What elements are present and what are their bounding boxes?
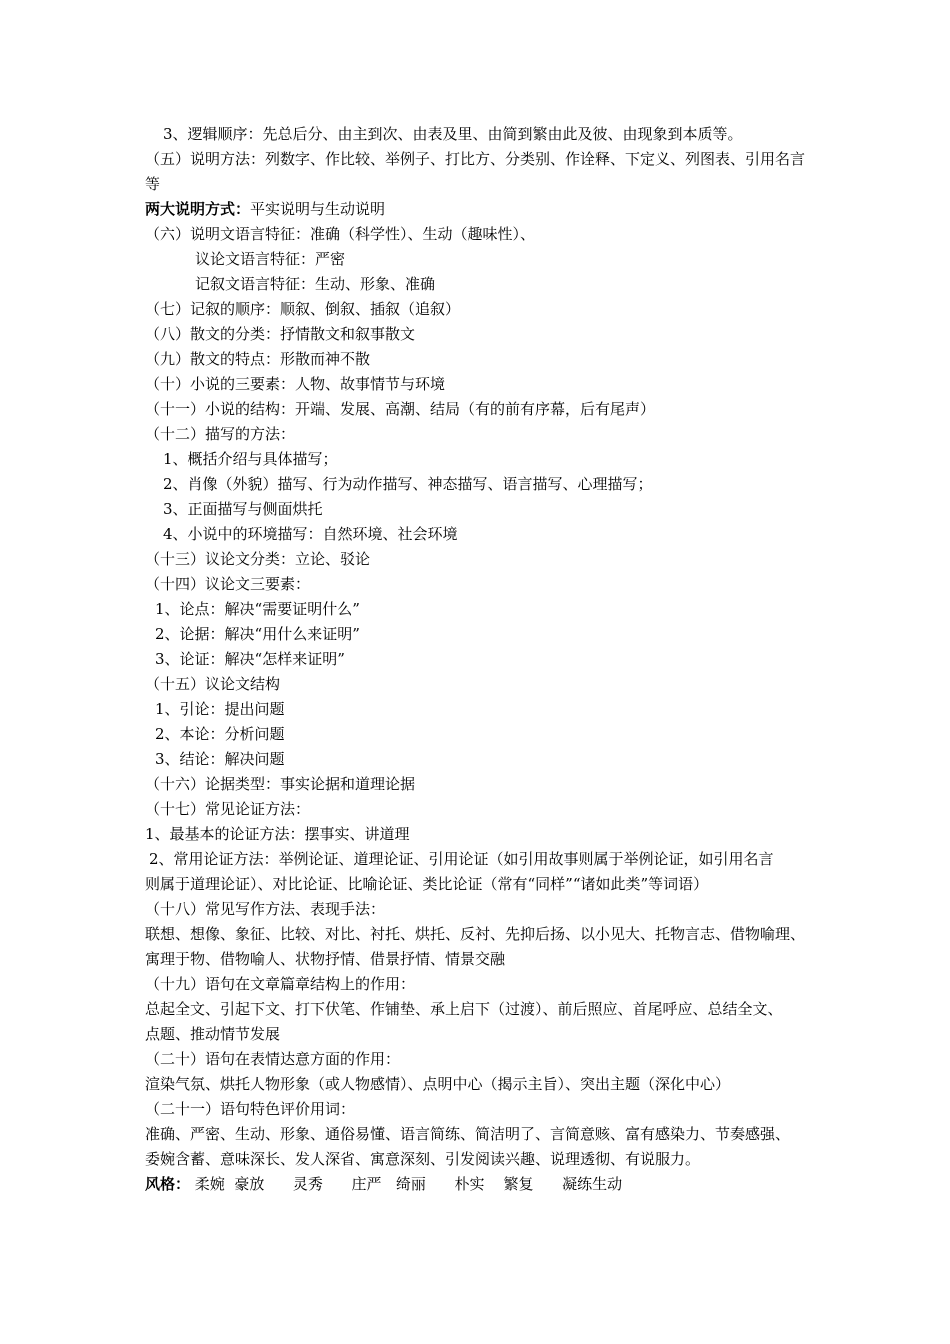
text-line: 准确、严密、生动、形象、通俗易懂、语言简练、简洁明了、言简意赅、富有感染力、节奏感强、 (145, 1125, 791, 1143)
text-line: （十七）常见论证方法： (145, 800, 311, 818)
text-line: （七）记叙的顺序：顺叙、倒叙、插叙（追叙） (145, 300, 461, 318)
text-line: （十五）议论文结构 (145, 675, 281, 693)
text-line: 联想、想像、象征、比较、对比、衬托、烘托、反衬、先抑后扬、以小见大、托物言志、借物喻理、 (145, 925, 806, 943)
text-line: 寓理于物、借物喻人、状物抒情、借景抒情、情景交融 (145, 950, 506, 968)
text-line (145, 197, 813, 222)
text-line: 点题、推动情节发展 (145, 1025, 281, 1043)
text-line (145, 1172, 813, 1197)
text-line: （十九）语句在文章篇章结构上的作用： (145, 975, 416, 993)
text-line: （二十）语句在表情达意方面的作用： (145, 1050, 401, 1068)
text-line: 2、肖像（外貌）描写、行为动作描写、神态描写、语言描写、心理描写； (163, 475, 653, 493)
text-line: 1、论点：解决“需要证明什么” (155, 600, 360, 618)
text-line: （九）散文的特点：形散而神不散 (145, 350, 371, 368)
text-line: 委婉含蓄、意味深长、发人深省、寓意深刻、引发阅读兴趣、说理透彻、有说服力。 (145, 1150, 701, 1168)
text-line: 渲染气氛、烘托人物形象（或人物感情）、点明中心（揭示主旨）、突出主题（深化中心） (145, 1075, 731, 1093)
text-line: 3、论证：解决“怎样来证明” (155, 650, 345, 668)
text-line: 1、引论：提出问题 (155, 700, 285, 718)
text-line: （十六）论据类型：事实论据和道理论据 (145, 775, 416, 793)
text-line: 3、正面描写与侧面烘托 (163, 500, 323, 518)
text-line: 2、常用论证方法：举例论证、道理论证、引用论证（如引用故事则属于举例论证，如引用名言 (149, 850, 774, 868)
document-body (145, 122, 813, 1197)
text-line: 议论文语言特征：严密 (195, 250, 346, 268)
text-line: （六）说明文语言特征：准确（科学性）、生动（趣味性）、 (145, 225, 536, 243)
bold-heading: 风格： (145, 1175, 191, 1193)
text-line: （五）说明方法：列数字、作比较、举例子、打比方、分类别、作诠释、下定义、列图表、引用名言 (145, 150, 806, 168)
text-line: （八）散文的分类：抒情散文和叙事散文 (145, 325, 416, 343)
text-line: （十三）议论文分类：立论、驳论 (145, 550, 371, 568)
text-line: 2、本论：分析问题 (155, 725, 285, 743)
text-line: 记叙文语言特征：生动、形象、准确 (195, 275, 436, 293)
text-span: 柔婉 豪放 灵秀 庄严 绮丽 朴实 繁复 凝练生动 (190, 1175, 623, 1193)
text-line: （十四）议论文三要素： (145, 575, 311, 593)
text-line: 1、最基本的论证方法：摆事实、讲道理 (145, 825, 410, 843)
text-line: 3、逻辑顺序：先总后分、由主到次、由表及里、由简到繁由此及彼、由现象到本质等。 (163, 125, 743, 143)
text-span: 平实说明与生动说明 (250, 200, 386, 218)
text-line: 4、小说中的环境描写：自然环境、社会环境 (163, 525, 458, 543)
text-line: 则属于道理论证）、对比论证、比喻论证、类比论证（常有“同样”“诸如此类”等词语） (145, 875, 709, 893)
text-line: 等 (145, 175, 161, 193)
text-line: 3、结论：解决问题 (155, 750, 285, 768)
text-line: 2、论据：解决“用什么来证明” (155, 625, 360, 643)
text-line: 总起全文、引起下文、打下伏笔、作铺垫、承上启下（过渡）、前后照应、首尾呼应、总结全文、 (145, 1000, 783, 1018)
text-line: 1、概括介绍与具体描写； (163, 450, 338, 468)
text-line: （十八）常见写作方法、表现手法： (145, 900, 386, 918)
text-line: （十一）小说的结构：开端、发展、高潮、结局（有的前有序幕，后有尾声） (145, 400, 656, 418)
text-line: （十二）描写的方法： (145, 425, 296, 443)
text-line: （二十一）语句特色评价用词： (145, 1100, 356, 1118)
text-line: （十）小说的三要素：人物、故事情节与环境 (145, 375, 446, 393)
bold-heading: 两大说明方式： (145, 200, 251, 218)
